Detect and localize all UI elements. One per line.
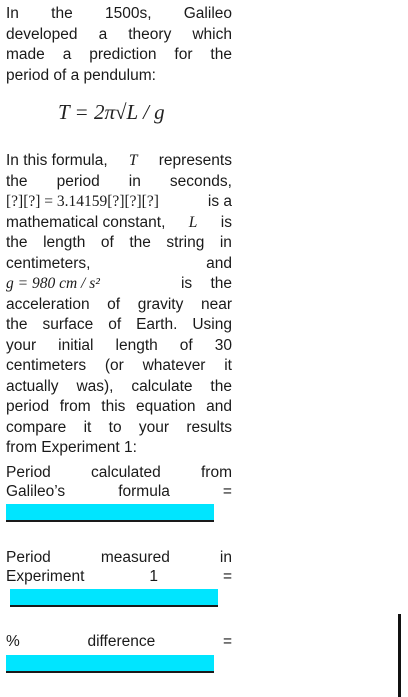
- explanation-paragraph: [6, 151, 232, 459]
- percent-difference-underline: [6, 671, 214, 673]
- answer-word: =: [222, 633, 232, 650]
- answer-0-line-1: [6, 463, 232, 482]
- intro-word: which: [192, 25, 232, 43]
- intro-word: developed: [6, 25, 78, 43]
- answer-word: 1: [149, 568, 158, 585]
- intro-word: the: [210, 46, 232, 63]
- answer-word: difference: [87, 633, 156, 650]
- explain-rest-line: from Experiment 1:: [6, 439, 137, 456]
- explain-word: 30: [214, 336, 232, 354]
- pendulum-formula: [58, 100, 165, 125]
- explain-rest-line: [6, 377, 232, 398]
- answer-word: Period: [6, 549, 51, 566]
- explain-text: In this formula,: [6, 152, 108, 169]
- explain-word: acceleration: [6, 295, 90, 313]
- explain-word: the: [210, 377, 232, 395]
- explain-word: (or: [104, 357, 124, 374]
- explain-line-6: [6, 254, 232, 275]
- explain-word: equation: [136, 398, 196, 415]
- explain-word: centimeters: [6, 357, 87, 374]
- intro-word: a: [98, 25, 108, 43]
- explain-rest-line: [6, 356, 232, 377]
- explain-word: results: [186, 418, 232, 436]
- measured-period-underline: [10, 605, 218, 607]
- answer-percent-difference: [6, 632, 232, 651]
- intro-word: a: [62, 46, 72, 63]
- explain-line-3: [6, 192, 232, 213]
- calculated-period-underline: [6, 520, 214, 522]
- explain-word: the: [6, 316, 28, 333]
- intro-paragraph: [6, 4, 232, 86]
- explain-line-5: [6, 233, 232, 254]
- intro-line-3: [6, 45, 232, 66]
- intro-word: prediction: [89, 46, 157, 63]
- variable-L: L: [188, 213, 198, 231]
- explain-word: and: [206, 254, 232, 272]
- explain-word: of: [108, 316, 122, 333]
- explain-word: calculate: [131, 377, 193, 395]
- explain-word: of: [179, 336, 193, 354]
- explain-word: it: [224, 357, 232, 374]
- explain-text: is a: [207, 193, 232, 210]
- answer-calculated-period: [6, 463, 232, 501]
- explain-line-2: [6, 172, 232, 193]
- answer-2-line-1: [6, 632, 232, 651]
- explain-word: initial: [58, 336, 94, 354]
- explain-word: gravity: [137, 295, 184, 313]
- explain-word: this: [101, 398, 126, 415]
- explain-word: was),: [76, 377, 114, 395]
- explain-text: is the: [180, 275, 232, 292]
- explain-rest-line: [6, 418, 232, 439]
- explain-word: compare: [6, 418, 67, 436]
- answer-word: Period: [6, 464, 51, 481]
- answer-word: formula: [118, 483, 170, 500]
- explain-rest: [6, 295, 232, 459]
- intro-word: Galileo: [183, 5, 232, 22]
- pi-definition: [?][?] = 3.14159[?][?][?]: [6, 193, 159, 210]
- explain-word: your: [6, 336, 37, 354]
- explain-word: to: [108, 418, 122, 436]
- explain-word: actually: [6, 377, 59, 395]
- explain-line-7: [6, 274, 232, 295]
- answer-word: =: [222, 483, 232, 500]
- answer-word: in: [219, 549, 232, 566]
- answer-word: from: [200, 464, 232, 481]
- answer-word: Galileo’s: [6, 483, 66, 500]
- explain-word: Earth.: [136, 316, 178, 333]
- calculated-period-answer-field[interactable]: [6, 504, 214, 520]
- answer-word: =: [222, 568, 232, 585]
- explain-rest-line: [6, 397, 232, 418]
- explain-word: the: [129, 234, 151, 251]
- explain-word: the: [6, 234, 28, 251]
- explain-word: whatever: [142, 357, 206, 374]
- answer-0-line-2: [6, 482, 232, 501]
- page-edge-divider: [398, 614, 401, 697]
- explain-word: length: [43, 234, 86, 251]
- explain-word: Using: [192, 316, 232, 333]
- explain-word: surface: [42, 316, 94, 333]
- explain-word: length: [115, 336, 158, 354]
- explain-text: represents: [158, 152, 232, 169]
- explain-word: period: [6, 398, 50, 415]
- intro-word: the: [51, 5, 73, 22]
- measured-period-answer-field[interactable]: [10, 589, 218, 605]
- explain-word: of: [107, 295, 121, 313]
- intro-line-1: [6, 4, 232, 25]
- intro-word: for: [174, 46, 193, 63]
- intro-word: made: [6, 46, 45, 63]
- answer-measured-period: [6, 548, 232, 586]
- explain-rest-line: [6, 336, 232, 357]
- answer-word: calculated: [91, 464, 161, 481]
- answer-word: Experiment: [6, 568, 85, 585]
- explain-word: of: [100, 234, 114, 251]
- explain-word: and: [206, 398, 232, 415]
- explain-word: in: [128, 172, 141, 190]
- explain-word: period: [56, 172, 100, 190]
- explain-text: is: [220, 213, 232, 231]
- explain-text: mathematical constant,: [6, 213, 166, 231]
- explain-word: your: [138, 418, 170, 436]
- percent-difference-answer-field[interactable]: [6, 655, 214, 671]
- explain-word: string: [166, 234, 205, 251]
- explain-rest-line: [6, 295, 232, 316]
- explain-word: in: [219, 234, 232, 251]
- intro-word: 1500s,: [104, 5, 152, 22]
- answer-1-line-1: [6, 548, 232, 567]
- answer-word: %: [6, 633, 20, 650]
- explain-rest-line: [6, 315, 232, 336]
- explain-line-1: [6, 151, 232, 172]
- intro-word: theory: [128, 25, 172, 43]
- explain-word: near: [200, 295, 232, 313]
- answer-1-line-2: [6, 567, 232, 586]
- explain-word: seconds,: [169, 172, 232, 190]
- variable-T: T: [128, 152, 138, 169]
- explain-word: it: [83, 418, 92, 436]
- explain-word: the: [6, 172, 28, 190]
- intro-line-4: period of a pendulum:: [6, 66, 156, 84]
- explain-line-4: [6, 213, 232, 234]
- explain-word: centimeters,: [6, 254, 91, 272]
- explain-word: from: [59, 398, 91, 415]
- intro-line-2: [6, 25, 232, 46]
- formula-text: T = 2π√L / g: [58, 100, 165, 124]
- answer-word: measured: [100, 549, 170, 566]
- gravity-definition: g = 980 cm / s²: [6, 275, 100, 292]
- intro-word: In: [6, 5, 19, 22]
